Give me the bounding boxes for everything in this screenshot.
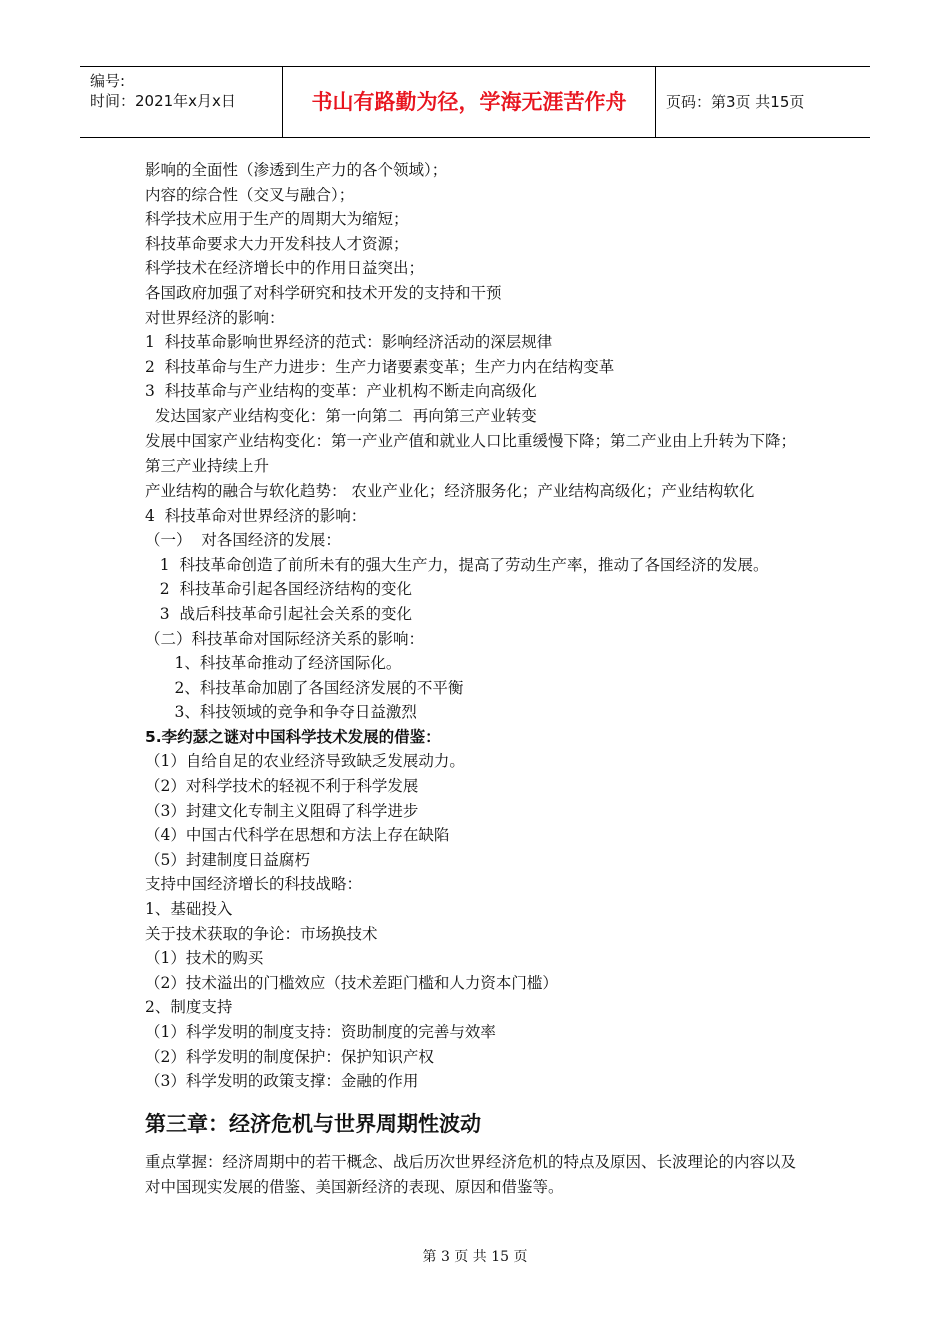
page-header — [80, 66, 870, 138]
text-line: （一） 对各国经济的发展： — [145, 531, 341, 550]
text-line: 支持中国经济增长的科技战略： — [145, 875, 363, 894]
text-line: 关于技术获取的争论：市场换技术 — [145, 924, 378, 943]
text-line: （3）科学发明的政策支撑：金融的作用 — [145, 1072, 419, 1091]
text-line: 1 科技革命影响世界经济的范式：影响经济活动的深层规律 — [145, 333, 553, 352]
text-line: 2、科技革命加剧了各国经济发展的不平衡 — [145, 678, 464, 697]
text-line: 1、基础投入 — [145, 900, 233, 919]
text-line: （4）中国古代科学在思想和方法上存在缺陷 — [145, 826, 450, 845]
text-line: 1 科技革命创造了前所未有的强大生产力，提高了劳动生产率，推动了各国经济的发展。 — [145, 555, 769, 574]
text-line: 科技革命要求大力开发科技人才资源； — [145, 234, 409, 253]
number-label: 编号: — [90, 72, 126, 90]
text-line: 2 科技革命与生产力进步：生产力诸要素变革；生产力内在结构变革 — [145, 357, 615, 376]
text-line: 3 科技革命与产业结构的变革：产业机构不断走向高级化 — [145, 382, 537, 401]
text-line: 对世界经济的影响： — [145, 308, 285, 327]
text-line: 4 科技革命对世界经济的影响： — [145, 506, 367, 525]
text-line: 各国政府加强了对科学研究和技术开发的支持和干预 — [145, 283, 502, 302]
text-line: 3、科技领域的竞争和争夺日益激烈 — [145, 703, 417, 722]
text-line: 2、制度支持 — [145, 998, 233, 1017]
chapter-title: 第三章：经济危机与世界周期性波动 — [145, 1111, 481, 1136]
text-line: （2）对科学技术的轻视不利于科学发展 — [145, 777, 419, 796]
text-paragraph: 产业结构的融合与软化趋势： 农业产业化；经济服务化；产业结构高级化；产业结构软化 — [145, 481, 755, 500]
text-line: 发达国家产业结构变化：第一向第二 再向第三产业转变 — [145, 406, 537, 425]
text-line: （2）技术溢出的门槛效应（技术差距门槛和人力资本门槛） — [145, 973, 558, 992]
text-line: （二）科技革命对国际经济关系的影响： — [145, 629, 425, 648]
text-line: （1）自给自足的农业经济导致缺乏发展动力。 — [145, 752, 465, 771]
section-heading: 5.李约瑟之谜对中国科学技术发展的借鉴： — [145, 727, 441, 746]
text-line: 影响的全面性（渗透到生产力的各个领域）； — [145, 161, 448, 179]
summary-paragraph: 重点掌握：经济周期中的若干概念、战后历次世界经济危机的特点及原因、长波理论的内容以及对中国现实发展的借鉴、美国新经济的表现、原因和借鉴等。 — [145, 1152, 797, 1196]
text-line: 2 科技革命引起各国经济结构的变化 — [145, 580, 412, 599]
text-line: 内容的综合性（交叉与融合）； — [145, 185, 355, 204]
text-line: 科学技术应用于生产的周期大为缩短； — [145, 210, 409, 229]
page-footer: 第 3 页 共 15 页 — [422, 1249, 528, 1265]
text-line: （1）科学发明的制度支持：资助制度的完善与效率 — [145, 1023, 496, 1041]
text-line: （2）科学发明的制度保护：保护知识产权 — [145, 1047, 434, 1066]
text-line: 3 战后科技革命引起社会关系的变化 — [145, 604, 412, 623]
time-label: 时间：2021年x月x日 — [90, 92, 236, 110]
text-line: （5）封建制度日益腐朽 — [145, 850, 310, 869]
text-paragraph: 发展中国家产业结构变化：第一产业产值和就业人口比重缓慢下降；第二产业由上升转为下降；第三产业持续上升 — [145, 431, 797, 475]
header-page-info: 页码：第3页 共15页 — [666, 93, 805, 111]
text-line: 1、科技革命推动了经济国际化。 — [145, 654, 402, 673]
text-line: （3）封建文化专制主义阻碍了科学进步 — [145, 801, 419, 820]
header-left — [80, 67, 282, 137]
text-line: 科学技术在经济增长中的作用日益突出； — [145, 259, 425, 278]
text-line: （1）技术的购买 — [145, 949, 264, 968]
header-motto: 书山有路勤为径，学海无涯苦作舟 — [282, 67, 656, 137]
document-body — [145, 158, 810, 1200]
